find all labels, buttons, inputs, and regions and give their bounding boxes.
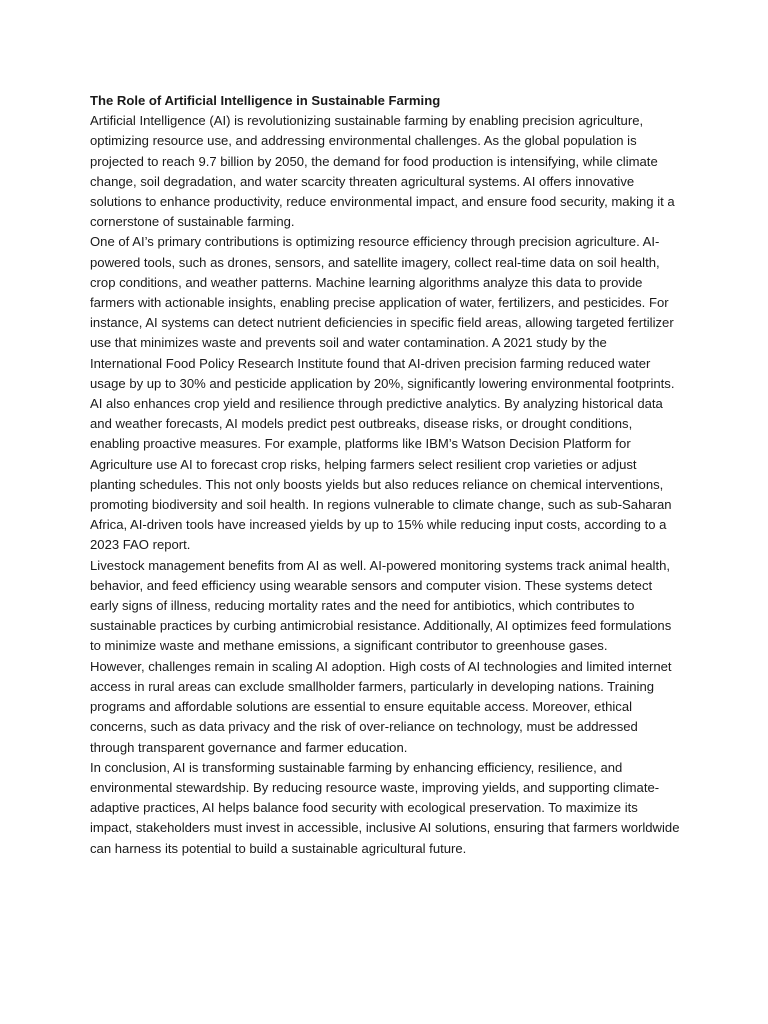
paragraph-conclusion: In conclusion, AI is transforming sustainable farming by enhancing efficiency, resilience, and environmental stewardship. By reducing resource waste, improving yields, and supporting climate-adaptive practices, AI helps balance food security with ecological preservation. To maximize its impact, stakeholders must invest in accessible, inclusive AI solutions, ensuring that farmers worldwide can harness its potential to build a sustainable agricultural future. bbox=[90, 759, 680, 856]
document-title: The Role of Artificial Intelligence in Sustainable Farming bbox=[90, 93, 441, 108]
paragraph-crop-yield: AI also enhances crop yield and resilience through predictive analytics. By analyzing historical data and weather forecasts, AI models predict pest outbreaks, disease risks, or drought conditions, enabling proactive measures. For example, platforms like IBM’s Watson Decision Platform for Agriculture use AI to forecast crop risks, helping farmers select resilient crop varieties or adjust planting schedules. This not only boosts yields but also reduces reliance on chemical interventions, promoting biodiversity and soil health. In regions vulnerable to climate change, such as sub-Saharan Africa, AI-driven tools have increased yields by up to 15% while reducing input costs, according to a 2023 FAO report. bbox=[90, 396, 672, 553]
paragraph-resource-efficiency: One of AI’s primary contributions is optimizing resource efficiency through precision agriculture. AI-powered tools, such as drones, sensors, and satellite imagery, collect real-time data on soil health, crop conditions, and weather patterns. Machine learning algorithms analyze this data to provide farmers with actionable insights, enabling precise application of water, fertilizers, and pesticides. For instance, AI systems can detect nutrient deficiencies in specific field areas, allowing targeted fertilizer use that minimizes waste and prevents soil and water contamination. A 2021 study by the International Food Policy Research Institute found that AI-driven precision farming reduced water usage by up to 30% and pesticide application by 20%, significantly lowering environmental footprints. bbox=[90, 234, 675, 391]
paragraph-livestock: Livestock management benefits from AI as well. AI-powered monitoring systems track animal health, behavior, and feed efficiency using wearable sensors and computer vision. These systems detect early signs of illness, reducing mortality rates and the need for antibiotics, which contributes to sustainable practices by curbing antimicrobial resistance. Additionally, AI optimizes feed formulations to minimize waste and methane emissions, a significant contributor to greenhouse gases. bbox=[90, 557, 672, 654]
paragraph-intro: Artificial Intelligence (AI) is revolutionizing sustainable farming by enabling precision agriculture, optimizing resource use, and addressing environmental challenges. As the global population is projected to reach 9.7 billion by 2050, the demand for food production is intensifying, while climate change, soil degradation, and water scarcity threaten agricultural systems. AI offers innovative solutions to enhance productivity, reduce environmental impact, and ensure food security, making it a cornerstone of sustainable farming. bbox=[90, 113, 675, 230]
paragraph-challenges: However, challenges remain in scaling AI adoption. High costs of AI technologies and limited internet access in rural areas can exclude smallholder farmers, particularly in developing nations. Training programs and affordable solutions are essential to ensure equitable access. Moreover, ethical concerns, such as data privacy and the risk of over-reliance on technology, must be addressed through transparent governance and farmer education. bbox=[90, 658, 672, 755]
document-page bbox=[90, 91, 680, 859]
